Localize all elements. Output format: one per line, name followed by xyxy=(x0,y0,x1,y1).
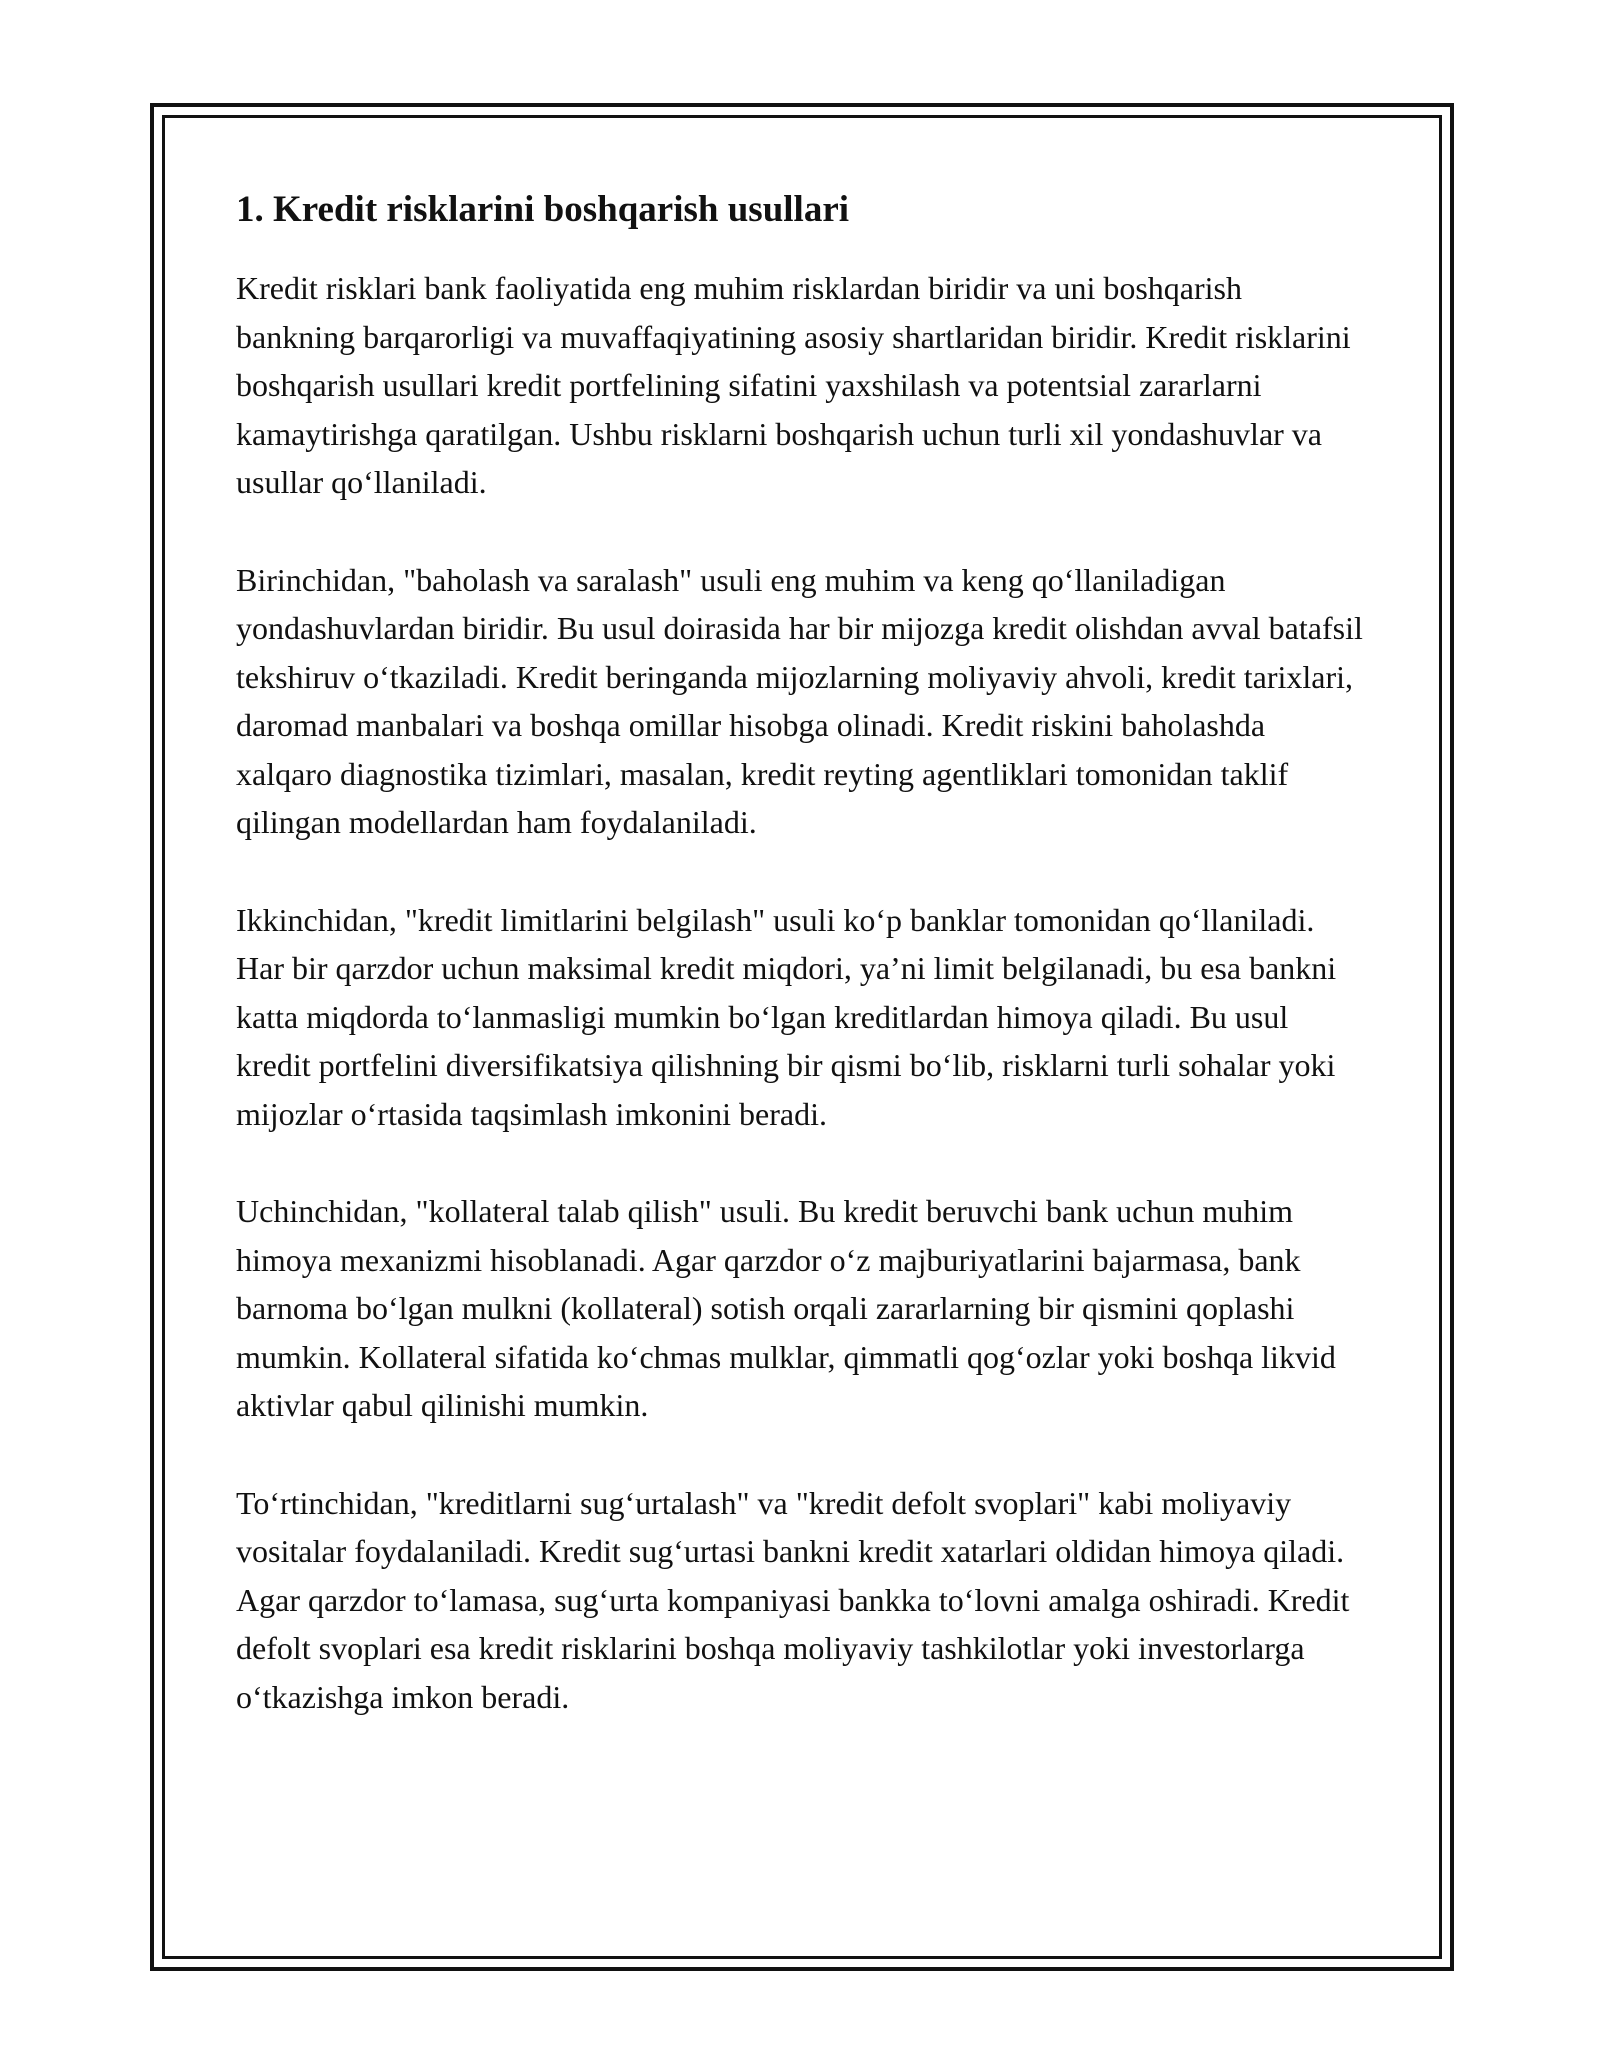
document-body xyxy=(236,188,1366,1770)
paragraph-second-method: Ikkinchidan, "kredit limitlarini belgilash" usuli ko‘p banklar tomonidan qo‘llaniladi. Har bir qarzdor uchun maksimal kredit miqdori, ya’ni limit belgilanadi, bu esa bankni katta miqdorda to‘lanmasligi mumkin bo‘lgan kreditlardan himoya qiladi. Bu usul kredit portfelini diversifikatsiya qilishning bir qismi bo‘lib, risklarni turli sohalar yoki mijozlar o‘rtasida taqsimlash imkonini beradi. xyxy=(236,901,1337,1132)
paragraph-third-method: Uchinchidan, "kollateral talab qilish" usuli. Bu kredit beruvchi bank uchun muhim himoya mexanizmi hisoblanadi. Agar qarzdor o‘z majburiyatlarini bajarmasa, bank barnoma bo‘lgan mulkni (kollateral) sotish orqali zararlarning bir qismini qoplashi mumkin. Kollateral sifatida ko‘chmas mulklar, qimmatli qog‘ozlar yoki boshqa likvid aktivlar qabul qilinishi mumkin. xyxy=(236,1193,1336,1424)
paragraph-fourth-method: To‘rtinchidan, "kreditlarni sug‘urtalash" va "kredit defolt svoplari" kabi moliyaviy vositalar foydalaniladi. Kredit sug‘urtasi bankni kredit xatarlari oldidan himoya qiladi. Agar qarzdor to‘lamasa, sug‘urta kompaniyasi bankka to‘lovni amalga oshiradi. Kredit defolt svoplari esa kredit risklarini boshqa moliyaviy tashkilotlar yoki investorlarga o‘tkazishga imkon beradi. xyxy=(236,1484,1350,1715)
paragraph-intro: Kredit risklari bank faoliyatida eng muhim risklardan biridir va uni boshqarish bankning barqarorligi va muvaffaqiyatining asosiy shartlaridan biridir. Kredit risklarini boshqarish usullari kredit portfelining sifatini yaxshilash va potentsial zararlarni kamaytirishga qaratilgan. Ushbu risklarni boshqarish uchun turli xil yondashuvlar va usullar qo‘llaniladi. xyxy=(236,270,1351,501)
paragraph-first-method: Birinchidan, "baholash va saralash" usuli eng muhim va keng qo‘llaniladigan yondashuvlardan biridir. Bu usul doirasida har bir mijozga kredit olishdan avval batafsil tekshiruv o‘tkaziladi. Kredit beringanda mijozlarning moliyaviy ahvoli, kredit tarixlari, daromad manbalari va boshqa omillar hisobga olinadi. Kredit riskini baholashda xalqaro diagnostika tizimlari, masalan, kredit reyting agentliklari tomonidan taklif qilingan modellardan ham foydalaniladi. xyxy=(236,561,1363,841)
section-title: 1. Kredit risklarini boshqarish usullari xyxy=(236,189,850,230)
